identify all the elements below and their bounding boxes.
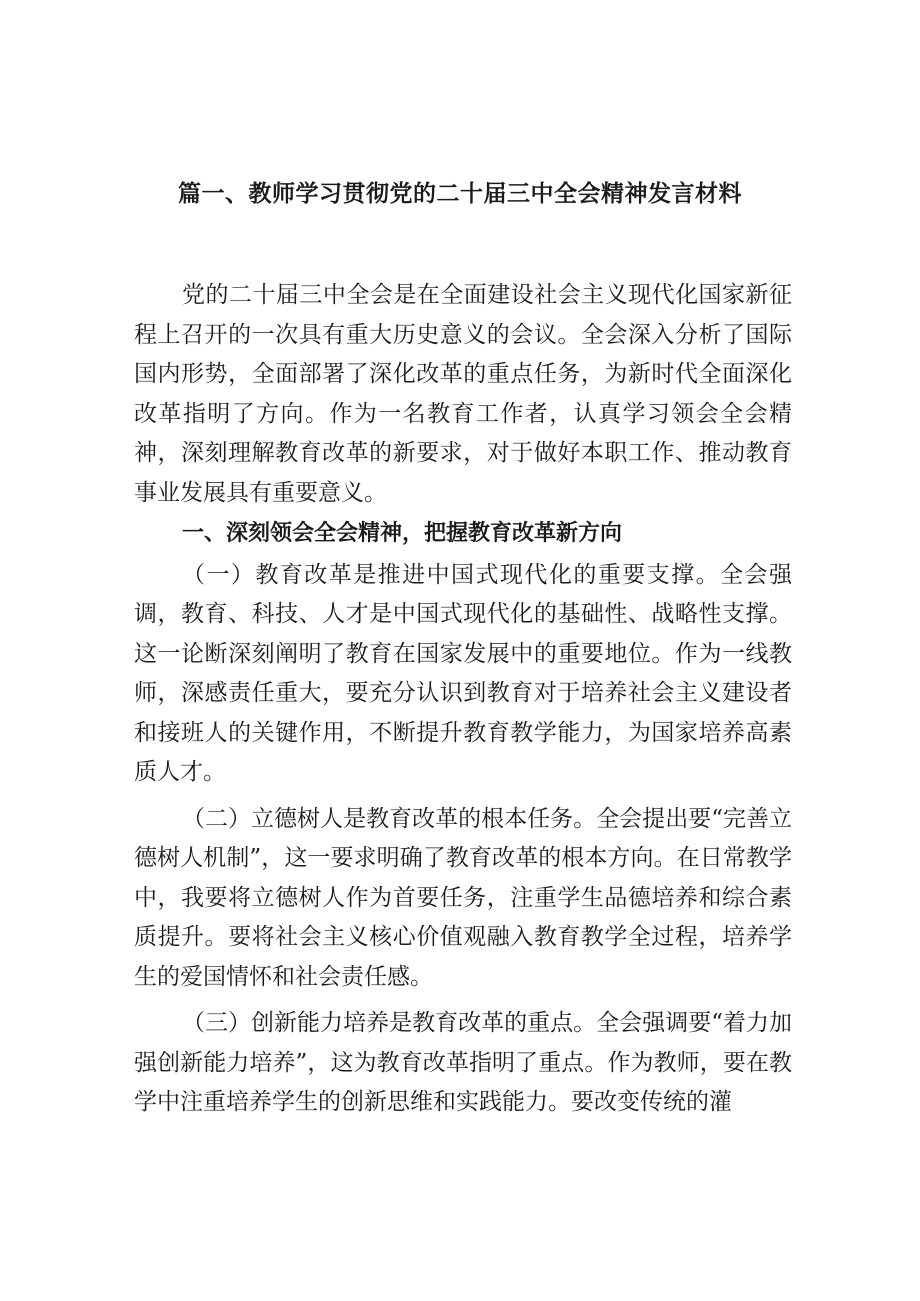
section-heading-1: 一、深刻领会全会精神，把握教育改革新方向 — [182, 521, 623, 546]
document-body — [134, 276, 792, 1123]
paragraph-2: （二）立德树人是教育改革的根本任务。全会提出要“完善立德树人机制”，这一要求明确了教育改革的根本方向。在日常教学中，我要将立德树人作为首要任务，注重学生品德培养和综合素质提升。要将社会主义核心价值观融入教育教学全过程，培养学生的爱国情怀和社会责任感。 — [134, 805, 792, 990]
paragraph-3: （三）创新能力培养是教育改革的重点。全会强调要“着力加强创新能力培养”，这为教育改革指明了重点。作为教师，要在教学中注重培养学生的创新思维和实践能力。要改变传统的灌 — [134, 1010, 792, 1115]
paragraph-gap — [134, 793, 792, 800]
intro-paragraph: 党的二十届三中全会是在全面建设社会主义现代化国家新征程上召开的一次具有重大历史意义的会议。全会深入分析了国际国内形势，全面部署了深化改革的重点任务，为新时代全面深化改革指明了方向。作为一名教育工作者，认真学习领会全会精神，深刻理解教育改革的新要求，对于做好本职工作、推动教育事业发展具有重要意义。 — [134, 282, 792, 506]
paragraph-gap — [134, 997, 792, 1004]
paragraph-1: （一）教育改革是推进中国式现代化的重要支撑。全会强调，教育、科技、人才是中国式现代化的基础性、战略性支撑。这一论断深刻阐明了教育在国家发展中的重要地位。作为一线教师，深感责任重大，要充分认识到教育对于培养社会主义建设者和接班人的关键作用，不断提升教育教学能力，为国家培养高素质人才。 — [134, 561, 792, 785]
document-title: 篇一、教师学习贯彻党的二十届三中全会精神发言材料 — [178, 181, 742, 207]
